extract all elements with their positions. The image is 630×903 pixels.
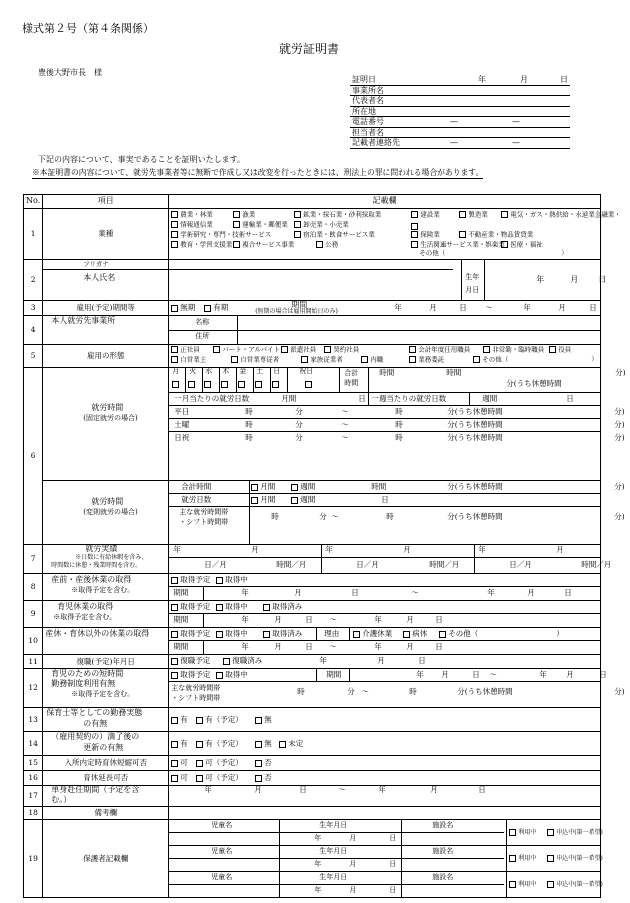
phone-field[interactable]: 電話番号 — —	[350, 117, 570, 128]
representative-field[interactable]: 代表者名	[350, 96, 570, 107]
employment-period-field[interactable]: 無期 有期 期間 (無期の場合は雇用開始日のみ) 年 月 日 ～ 年 月 日	[169, 301, 601, 316]
working-hours-field[interactable]: 月 火 水 木 金 土 日 祝日 合計 時間 時間 時間 分) 分(うち休憩時間 一月当たりの就労日数 月間 日 一週当たりの就労日数 週間 日 平日 時 分 ～ 時 分(うち休憩時間 分) 土曜 時 分 ～ 時 分(うち休憩時間 分) 日祝 時 分 ～ 時 分(うち休憩時間 分) 合計時間 月間 週間 時間 分(うち休憩時間 分) 就労日数 月間 週間 日 主な就労時間帯 ・シフト時間帯 時 分 ～ 時 分(うち休憩時間 分)	[169, 368, 601, 545]
col-item: 項目	[43, 195, 169, 209]
cert-date-label: 証明日	[352, 75, 376, 84]
employment-period-label: 雇用(予定)期間等	[43, 301, 169, 316]
statement-line2: ※本証明書の内容について、就労先事業者等に無断で作成し又は改変を行ったときには、刑法上の罪に問われる場合があります。	[32, 168, 484, 177]
name-field[interactable]: 生年 月日 年 月 日	[169, 260, 601, 301]
row-no: 1	[24, 209, 43, 260]
certificate-table: No. 項目 記載欄 1 業種 農業・林業 漁業 鉱業・採石業・砂利採取業 建設業 製造業 電気・ガス・熱供給・水道業金融業・ 情報通信業 運輸業・郵便業 卸売業・小売業 保険業 不動産業・物品賃貸業 学術研究・専門・技術サービス 宿泊業・飲食サービス業 生活関連サービス業・娯楽業 医療・福祉 教育・学習支援業 複合サービス事業 公務 その他（ ） 2 フリガナ 本人氏名 生年 月日 年 月 日 3 雇用(予定)期間等 無期 有期 期間 (無期の場合は雇用開始日のみ) 年 月 日 ～ 年 月 日 4 本人就労先事業所 名称 住所 5 雇用の形態 正社員 パート・アルバイト 派遣社員 契約社員 会計年度任用職員 非常勤・臨時職員 役員 自営業主 自営業専従者 家族従業者 内職 業務委託 その他（ ） 6 就労時間 (固定就労の場合) 就労時間 (変則就労の場合) 月 火 水 木 金 土 日 祝日 合計 時間 時間 時間 分) 分(うち休憩時間 一月当たりの就労日数 月間 日 一週当たりの就労日数 週間 日 平日 時 分 ～ 時 分(うち休憩時間 分) 土曜 時 分 ～ 時 分(うち休憩時間 分) 日祝 時 分 ～ 時 分(うち休憩時間 分) 合計時間 月間 週間 時間 分(うち休憩時間 分) 就労日数 月間 週間 日 主な就労時間帯 ・シフト時間帯 時 分 ～ 時 分(うち休憩時間 分) 7 就労実績 ※日数に有給休暇を含み、 時間数に休憩・残業時間を含む。 年 月 日／月 時間／月 年 月 日／月 時間／月 年 月 日／月 時間／月 8 産前・産後休業の取得 ※取得予定を含む。 取得予定 取得中 期間 年 月 日 ～ 年 月 日 9 育児休業の取得 ※取得予定を含む。 取得予定 取得中 取得済み 期間 年 月 日 ～ 年 月 日 10 産休・育休以外の休業の取得 取得予定 取得中 取得済み 理由 介護休業 病休 その他（ ） 期間 年 月 日 ～ 年 月 日 11 復職(予定)年月日 復職予定 復職済み 年 月 日 12 育児のための短時間 勤務制度利用有無 ※取得予定を含む。 取得予定 取得中 期間 年 月 日 ～ 年 月 日 主な就労時間帯 ・シフト時間帯 時 分 ～ 時 分(うち休憩時間 分) 13 保育士等としての勤務実態 の有無 有 有（予定） 無 14 （雇用契約の）満了後の 更新の有無 有 有（予定） 無 未定 15 入所内定時育休短縮可否 可 可（予定） 否 16 育休延長可否 可 可（予定） 否 17 単身赴任期間（予定を含 む。） 年 月 日 ～ 年 月 日 18 備考欄 19 保護者記載欄 児童名 生年月日 施設名 年 月 日 利用中 申込中(第一希望) 児童名 生年月日 施設名 年 月 日 利用中 申込中(第一希望) 児童名 生年月日 施設名 年 月 日 利用中 申込中(第一希望)	[23, 194, 601, 898]
col-no: No.	[24, 195, 43, 209]
childcare-leave-field[interactable]: 取得予定 取得中 取得済み 期間 年 月 日 ～ 年 月 日	[169, 601, 601, 628]
name-label: フリガナ 本人氏名	[43, 260, 169, 301]
cert-year: 年	[478, 75, 486, 84]
leave-shortening-field[interactable]: 可 可（予定） 否	[169, 756, 601, 771]
contract-renewal-field[interactable]: 有 有（予定） 無 未定	[169, 732, 601, 756]
leave-extension-field[interactable]: 可 可（予定） 否	[169, 771, 601, 786]
statement-line1: 下記の内容について、事実であることを証明いたします。	[38, 155, 246, 164]
cert-month: 月	[520, 75, 528, 84]
work-results-field[interactable]: 年 月 日／月 時間／月 年 月 日／月 時間／月 年 月 日／月 時間／月	[169, 545, 601, 574]
col-entry: 記載欄	[169, 195, 601, 209]
remarks-field[interactable]	[169, 807, 601, 820]
cert-day: 日	[560, 75, 568, 84]
return-date-field[interactable]: 復職予定 復職済み 年 月 日	[169, 655, 601, 669]
form-number: 様式第２号（第４条関係）	[22, 22, 154, 35]
page-title: 就労証明書	[279, 42, 340, 56]
short-hours-field[interactable]: 取得予定 取得中 期間 年 月 日 ～ 年 月 日 主な就労時間帯 ・シフト時間帯 時 分 ～ 時 分(うち休憩時間 分)	[169, 669, 601, 708]
childcare-worker-field[interactable]: 有 有（予定） 無	[169, 708, 601, 732]
employment-type-options[interactable]: 正社員 パート・アルバイト 派遣社員 契約社員 会計年度任用職員 非常勤・臨時職員 役員 自営業主 自営業専従者 家族従業者 内職 業務委託 その他（ ）	[169, 345, 601, 368]
company-name-field[interactable]: 事業所名	[350, 85, 570, 96]
workplace-label: 本人就労先事業所	[43, 316, 169, 345]
workplace-field[interactable]: 名称 住所	[169, 316, 601, 345]
industry-label: 業種	[43, 209, 169, 260]
industry-options[interactable]: 農業・林業 漁業 鉱業・採石業・砂利採取業 建設業 製造業 電気・ガス・熱供給・水道業金融業・ 情報通信業 運輸業・郵便業 卸売業・小売業 保険業 不動産業・物品賃貸業 学術研究・専門・技術サービス 宿泊業・飲食サービス業 生活関連サービス業・娯楽業 医療・福祉 教育・学習支援業 複合サービス事業 公務 その他（ ）	[169, 209, 601, 260]
guardian-section-label: 保護者記載欄	[43, 820, 169, 898]
guardian-field[interactable]: 児童名 生年月日 施設名 年 月 日 利用中 申込中(第一希望) 児童名 生年月日 施設名 年 月 日 利用中 申込中(第一希望) 児童名 生年月日 施設名 年 月 日 利用中 申込中(第一希望)	[169, 820, 601, 898]
address-field[interactable]: 所在地	[350, 106, 570, 117]
contact-field[interactable]: 記載者連絡先 — —	[350, 138, 570, 149]
person-in-charge-field[interactable]: 担当者名	[350, 127, 570, 138]
working-hours-label: 就労時間 (固定就労の場合) 就労時間 (変則就労の場合)	[43, 368, 169, 545]
solo-assignment-field[interactable]: 年 月 日 ～ 年 月 日	[169, 786, 601, 807]
employment-type-label: 雇用の形態	[43, 345, 169, 368]
addressee: 豊後大野市長 様	[38, 68, 102, 77]
other-leave-field[interactable]: 取得予定 取得中 取得済み 理由 介護休業 病休 その他（ ） 期間 年 月 日 ～ 年 月 日	[169, 628, 601, 655]
maternity-leave-field[interactable]: 取得予定 取得中 期間 年 月 日 ～ 年 月 日	[169, 574, 601, 601]
certifier-block	[350, 75, 570, 149]
